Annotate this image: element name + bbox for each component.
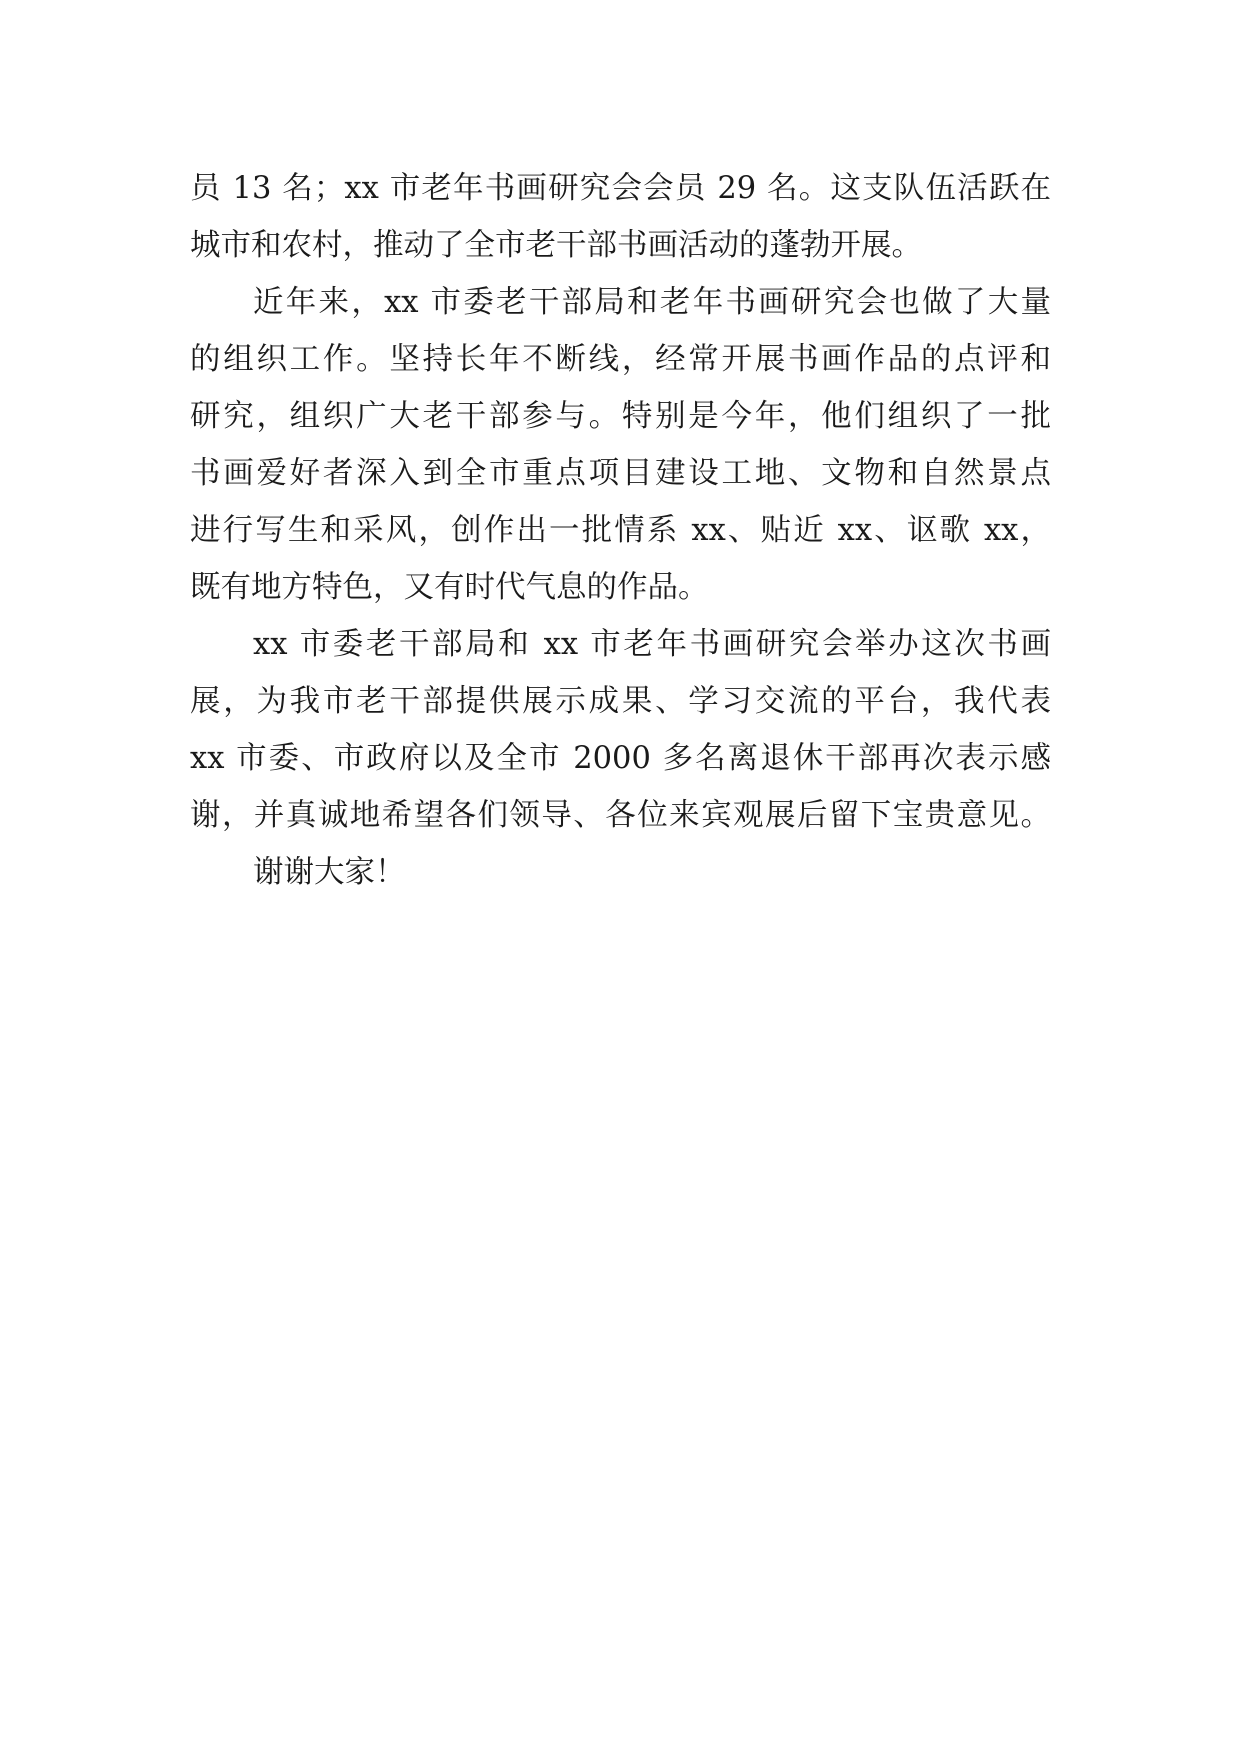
text-line: 书画爱好者深入到全市重点项目建设工地、文物和自然景点 [190,456,1051,491]
paragraph-3 [190,616,1051,844]
text-line: 研究，组织广大老干部参与。特别是今年，他们组织了一批 [190,399,1051,434]
closing-line: 谢谢大家！ [253,855,406,890]
paragraph-2 [190,274,1051,616]
text-line: 城市和农村，推动了全市老干部书画活动的蓬勃开展。 [190,228,922,263]
document-body [190,160,1051,901]
text-line: xx 市委、市政府以及全市 2000 多名离退休干部再次表示感 [190,741,1051,776]
text-line: 员 13 名；xx 市老年书画研究会会员 29 名。这支队伍活跃在 [190,171,1051,206]
paragraph-1 [190,160,1051,274]
text-line: 近年来，xx 市委老干部局和老年书画研究会也做了大量 [253,285,1051,320]
text-line: 展，为我市老干部提供展示成果、学习交流的平台，我代表 [190,684,1051,719]
text-line: 的组织工作。坚持长年不断线，经常开展书画作品的点评和 [190,342,1051,377]
text-line: 谢，并真诚地希望各们领导、各位来宾观展后留下宝贵意见。 [190,798,1051,833]
text-line: xx 市委老干部局和 xx 市老年书画研究会举办这次书画 [253,627,1051,662]
paragraph-4 [190,844,1051,901]
text-line: 既有地方特色，又有时代气息的作品。 [190,570,709,605]
text-line: 进行写生和采风，创作出一批情系 xx、贴近 xx、讴歌 xx， [190,513,1051,548]
